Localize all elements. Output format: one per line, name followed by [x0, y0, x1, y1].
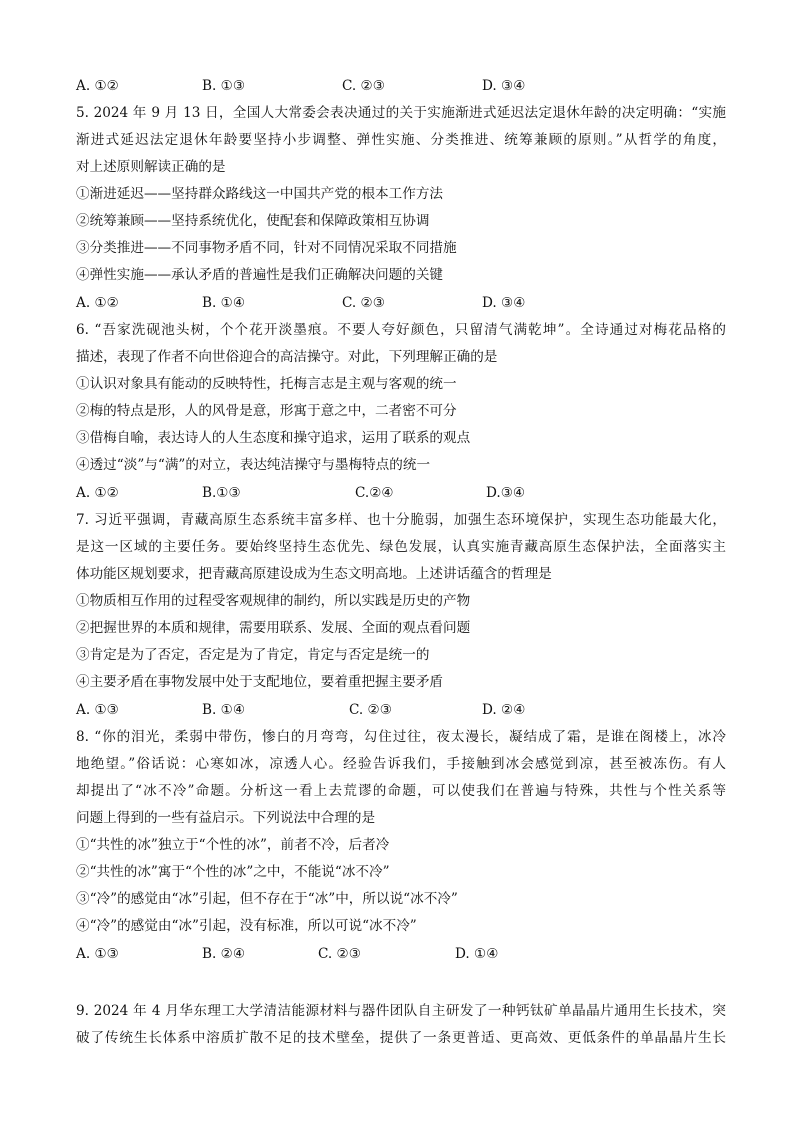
q6-option-a[interactable]: A. ①②: [76, 485, 119, 501]
q5-item-1: ①渐进延迟——坚持群众路线这一中国共产党的根本工作方法: [76, 186, 444, 202]
q8-option-a[interactable]: A. ①③: [76, 946, 119, 962]
q9-stem-line-2: 破了传统生长体系中溶质扩散不足的技术壁垒，提供了一条更普适、更高效、更低条件的单晶晶片生长: [76, 1030, 726, 1046]
q5-option-c[interactable]: C. ②③: [342, 295, 385, 311]
q5-item-3: ③分类推进——不同事物矛盾不同，针对不同情况采取不同措施: [76, 240, 457, 256]
q5-option-a[interactable]: A. ①②: [76, 295, 119, 311]
q6-item-4: ④透过“淡”与“满”的对立，表达纯洁操守与墨梅特点的统一: [76, 457, 431, 473]
q7-item-2: ②把握世界的本质和规律，需要用联系、发展、全面的观点看问题: [76, 620, 471, 636]
q7-option-a[interactable]: A. ①③: [76, 702, 119, 718]
q7-option-c[interactable]: C. ②③: [349, 702, 392, 718]
q7-option-b[interactable]: B. ①④: [202, 702, 246, 718]
q6-option-c[interactable]: C.②④: [355, 485, 394, 501]
q4-option-c[interactable]: C. ②③: [342, 78, 385, 94]
q8-option-c[interactable]: C. ②③: [318, 946, 361, 962]
q8-item-2: ②“共性的冰”寓于“个性的冰”之中，不能说“冰不冷”: [76, 864, 390, 880]
q7-item-3: ③肯定是为了否定，否定是为了肯定，肯定与否定是统一的: [76, 647, 430, 663]
q4-option-b[interactable]: B. ①③: [202, 78, 246, 94]
q7-option-d[interactable]: D. ②④: [482, 702, 526, 718]
q7-stem-line-1: 7. 习近平强调，青藏高原生态系统丰富多样、也十分脆弱，加强生态环境保护，实现生态功能最大化，: [76, 512, 726, 528]
q4-option-d[interactable]: D. ③④: [482, 78, 526, 94]
q6-item-1: ①认识对象具有能动的反映特性，托梅言志是主观与客观的统一: [76, 376, 457, 392]
q7-stem-line-3: 体功能区规划要求，把青藏高原建设成为生态文明高地。上述讲话蕴含的哲理是: [76, 566, 552, 582]
q5-item-4: ④弹性实施——承认矛盾的普遍性是我们正确解决问题的关键: [76, 267, 444, 283]
q5-stem-line-3: 对上述原则解读正确的是: [76, 159, 226, 175]
q8-stem-line-1: 8. “你的泪光，柔弱中带伤，惨白的月弯弯，勾住过往，夜太漫长，凝结成了霜，是谁在阁楼上，冰冷: [76, 729, 726, 745]
q8-stem-line-3: 却提出了“冰不冷”命题。分析这一看上去荒谬的命题，可以使我们在普遍与特殊，共性与个性关系等: [76, 783, 726, 799]
q9-stem-line-1: 9. 2024 年 4 月华东理工大学清洁能源材料与器件团队自主研发了一种钙钛矿单晶晶片通用生长技术，突: [76, 1003, 726, 1019]
q5-option-d[interactable]: D. ③④: [482, 295, 526, 311]
q5-stem-line-1: 5. 2024 年 9 月 13 日，全国人大常委会表决通过的关于实施渐进式延迟法定退休年龄的决定明确：“实施: [76, 105, 726, 121]
q5-option-b[interactable]: B. ①④: [202, 295, 246, 311]
q6-item-3: ③借梅自喻，表达诗人的人生态度和操守追求，运用了联系的观点: [76, 430, 471, 446]
q8-item-1: ①“共性的冰”独立于“个性的冰”，前者不冷，后者冷: [76, 837, 390, 853]
q8-option-b[interactable]: B. ②④: [202, 946, 246, 962]
q8-stem-line-2: 地绝望。”俗话说：心寒如冰，凉透人心。经验告诉我们，手接触到冰会感觉到凉，甚至被冻伤。有人: [76, 756, 726, 772]
q8-stem-line-4: 问题上得到的一些有益启示。下列说法中合理的是: [76, 810, 376, 826]
q5-item-2: ②统筹兼顾——坚持系统优化，使配套和保障政策相互协调: [76, 213, 430, 229]
q7-item-4: ④主要矛盾在事物发展中处于支配地位，要着重把握主要矛盾: [76, 674, 444, 690]
q5-stem-line-2: 渐进式延迟法定退休年龄要坚持小步调整、弹性实施、分类推进、统筹兼顾的原则。”从哲学的角度，: [76, 132, 726, 148]
q8-option-d[interactable]: D. ①④: [455, 946, 499, 962]
q4-option-a[interactable]: A. ①②: [76, 78, 119, 94]
q8-item-3: ③“冷”的感觉由“冰”引起，但不存在于“冰”中，所以说“冰不冷”: [76, 891, 458, 907]
q6-option-d[interactable]: D.③④: [486, 485, 526, 501]
q6-option-b[interactable]: B.①③: [202, 485, 241, 501]
q6-item-2: ②梅的特点是形，人的风骨是意，形寓于意之中，二者密不可分: [76, 403, 457, 419]
q7-stem-line-2: 是这一区域的主要任务。要始终坚持生态优先、绿色发展，认真实施青藏高原生态保护法，全面落实主: [76, 539, 726, 555]
q6-stem-line-2: 描述，表现了作者不向世俗迎合的高洁操守。对此，下列理解正确的是: [76, 349, 498, 365]
q7-item-1: ①物质相互作用的过程受客观规律的制约，所以实践是历史的产物: [76, 593, 471, 609]
q8-item-4: ④“冷”的感觉由“冰”引起，没有标准，所以可说“冰不冷”: [76, 918, 417, 934]
q6-stem-line-1: 6. “吾家洗砚池头树，个个花开淡墨痕。不要人夸好颜色，只留清气满乾坤”。全诗通过对梅花品格的: [76, 322, 726, 338]
